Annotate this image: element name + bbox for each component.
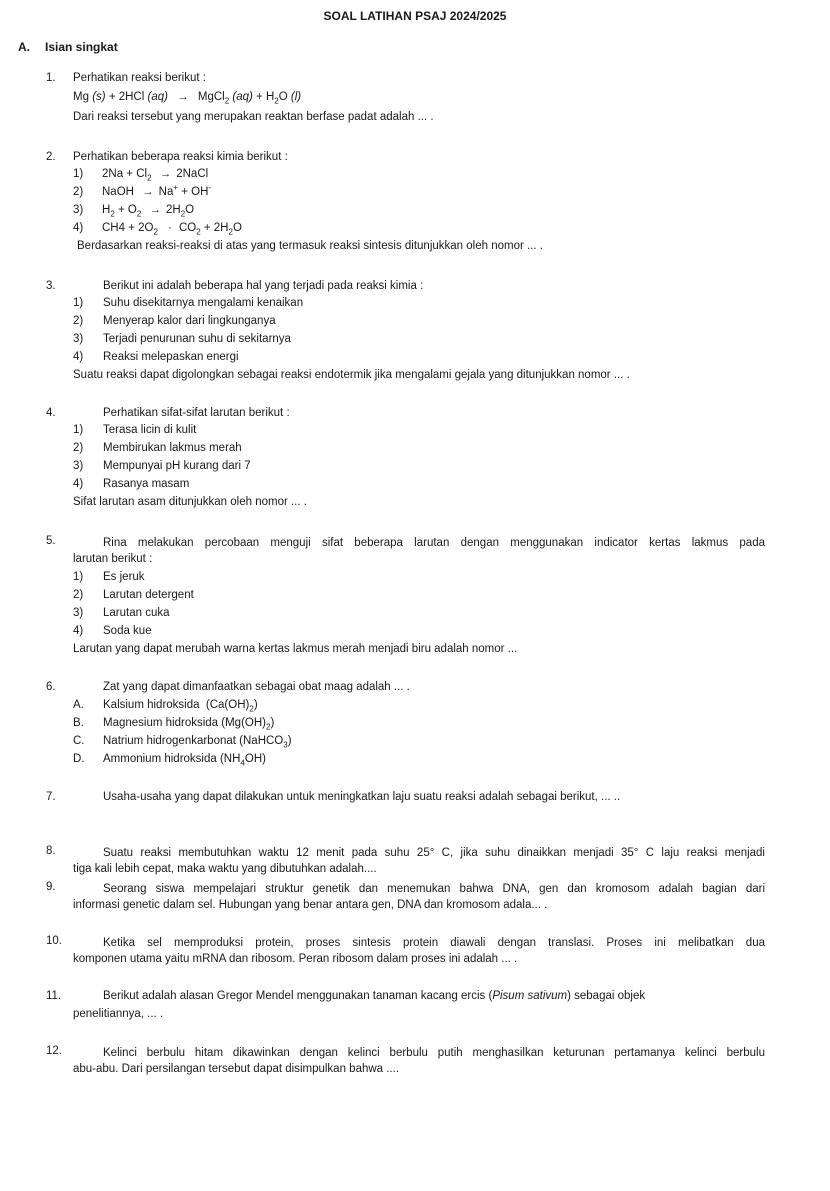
- q3-item-4: 4) Reaksi melepaskan energi: [73, 351, 239, 363]
- q2-item-3: 3) $H_2 + O_2 \to 2H_2O$: [73, 204, 195, 219]
- q1-h2o-o: O: [278, 91, 288, 103]
- q5-question: Larutan yang dapat merubah warna kertas lakmus merah menjadi biru adalah nomor ...: [73, 643, 518, 655]
- q11-number: 11.: [46, 990, 62, 1002]
- q10-line2: komponen utama yaitu mRNA dan ribosom. Peran ribosom dalam proses ini adalah ... .: [73, 953, 518, 965]
- q6-number: 6.: [46, 681, 56, 693]
- q6-option-c: C. Natrium hidrogenkarbonat (NaHCO$_3$): [73, 735, 292, 750]
- q2-item-4: 4) $CH4 + 2O_2 \cdot CO_2 + 2H_2O$: [73, 222, 242, 237]
- q4-item-2: 2) Membirukan lakmus merah: [73, 442, 242, 454]
- q7-text: Usaha-usaha yang dapat dilakukan untuk meningkatkan laju suatu reaksi adalah sebagai berikut, ... ..: [103, 791, 621, 803]
- q1-equation: [73, 91, 302, 106]
- q1-plus: +: [108, 91, 116, 103]
- q1-arrow: →: [177, 91, 189, 103]
- q10-number: 10.: [46, 935, 62, 947]
- q2-question: Berdasarkan reaksi-reaksi di atas yang termasuk reaksi sintesis ditunjukkan oleh nomor ... .: [77, 240, 543, 252]
- q2-item-1: 1) $2Na + Cl_2$ → 2NaCl: [73, 168, 209, 183]
- q7-number: 7.: [46, 791, 56, 803]
- q5-item-1: 1) Es jeruk: [73, 571, 145, 583]
- q1-intro: Perhatikan reaksi berikut :: [73, 72, 206, 84]
- q1-number: 1.: [46, 72, 56, 84]
- q12-line1: Kelinci berbulu hitam dikawinkan dengan kelinci berbulu putih menghasilkan keturunan pertamanya kelinci berbulu: [103, 1047, 765, 1059]
- q1-mg: Mg: [73, 91, 89, 103]
- q4-intro: Perhatikan sifat-sifat larutan berikut :: [103, 407, 290, 419]
- q1-question: Dari reaksi tersebut yang merupakan reaktan berfase padat adalah ... .: [73, 111, 434, 123]
- q5-intro-line1: Rina melakukan percobaan menguji sifat beberapa larutan dengan menggunakan indicator kertas lakmus pada: [103, 537, 765, 549]
- section-heading: [18, 40, 118, 54]
- q3-item-2: 2) Menyerap kalor dari lingkunganya: [73, 315, 276, 327]
- q5-number: 5.: [46, 535, 56, 547]
- q8-number: 8.: [46, 845, 56, 857]
- q8-line2: tiga kali lebih cepat, maka waktu yang dibutuhkan adalah....: [73, 863, 377, 875]
- q1-mgcl-state: (aq): [232, 91, 253, 103]
- q3-intro: Berikut ini adalah beberapa hal yang terjadi pada reaksi kimia :: [103, 280, 424, 292]
- q9-number: 9.: [46, 881, 56, 893]
- q9-line1: Seorang siswa mempelajari struktur genetik dan menemukan bahwa DNA, gen dan kromosom adalah bagian dari: [103, 883, 765, 895]
- q2-number: 2.: [46, 151, 56, 163]
- q1-h2o-h: H: [265, 91, 275, 103]
- q12-number: 12.: [46, 1045, 62, 1057]
- q6-option-d: D. Ammonium hidroksida $(NH_4OH)$: [73, 753, 266, 768]
- q9-line2: informasi genetic dalam sel. Hubungan yang benar antara gen, DNA dan kromosom adala... .: [73, 899, 548, 911]
- q1-hcl-state: (aq): [147, 91, 168, 103]
- page-title: SOAL LATIHAN PSAJ 2024/2025: [323, 9, 507, 23]
- q1-h2o-sub: 2: [274, 96, 279, 106]
- q3-item-1: 1) Suhu disekitarnya mengalami kenaikan: [73, 297, 304, 309]
- q1-mg-state: (s): [92, 91, 106, 103]
- q11-line1: Berikut adalah alasan Gregor Mendel menggunakan tanaman kacang ercis (Pisum sativum) sebagai objek: [103, 990, 646, 1002]
- q6-option-b: B. Magnesium hidroksida $(Mg(OH)_2)$: [73, 717, 275, 732]
- q3-question: Suatu reaksi dapat digolongkan sebagai reaksi endotermik jika mengalami gejala yang ditunjukkan nomor ... .: [73, 369, 630, 381]
- q1-h2o-state: (l): [290, 91, 302, 103]
- q3-number: 3.: [46, 280, 56, 292]
- q1-mgcl: MgCl: [197, 91, 225, 103]
- q8-line1: Suatu reaksi membutuhkan waktu 12 menit pada suhu 25° C, jika suhu dinaikkan menjadi 35° C laju reaksi menjadi: [103, 847, 765, 859]
- q2-intro: Perhatikan beberapa reaksi kimia berikut :: [73, 151, 288, 163]
- section-label: A.: [18, 40, 30, 54]
- q1-hcl: 2HCl: [118, 91, 145, 103]
- q11-line2: penelitiannya, ... .: [73, 1008, 164, 1020]
- q4-question: Sifat larutan asam ditunjukkan oleh nomor ... .: [73, 496, 307, 508]
- q10-line1: Ketika sel memproduksi protein, proses sintesis protein diawali dengan translasi. Proses ini melibatkan dua: [103, 937, 765, 949]
- q4-item-1: 1) Terasa licin di kulit: [73, 424, 197, 436]
- q4-item-4: 4) Rasanya masam: [73, 478, 190, 490]
- q3-item-3: 3) Terjadi penurunan suhu di sekitarnya: [73, 333, 291, 345]
- q4-item-3: 3) Mempunyai pH kurang dari 7: [73, 460, 251, 472]
- q5-item-4: 4) Soda kue: [73, 625, 152, 637]
- q5-intro-line2: larutan berikut :: [73, 553, 153, 565]
- q1-mgcl-sub: 2: [224, 96, 230, 106]
- q5-item-2: 2) Larutan detergent: [73, 589, 194, 601]
- q4-number: 4.: [46, 407, 56, 419]
- q2-item-2: 2) NaOH → Na+ + OH-: [73, 183, 212, 198]
- q6-option-a: A. Kalsium hidroksida $(Ca(OH)_2)$: [73, 699, 258, 714]
- q11-scientific-name: Pisum sativum: [492, 990, 568, 1002]
- q12-line2: abu-abu. Dari persilangan tersebut dapat disimpulkan bahwa ....: [73, 1063, 400, 1075]
- q6-intro: Zat yang dapat dimanfaatkan sebagai obat maag adalah ... .: [103, 681, 410, 693]
- q5-item-3: 3) Larutan cuka: [73, 607, 170, 619]
- q1-plus2: +: [256, 91, 263, 103]
- section-title: Isian singkat: [45, 40, 118, 54]
